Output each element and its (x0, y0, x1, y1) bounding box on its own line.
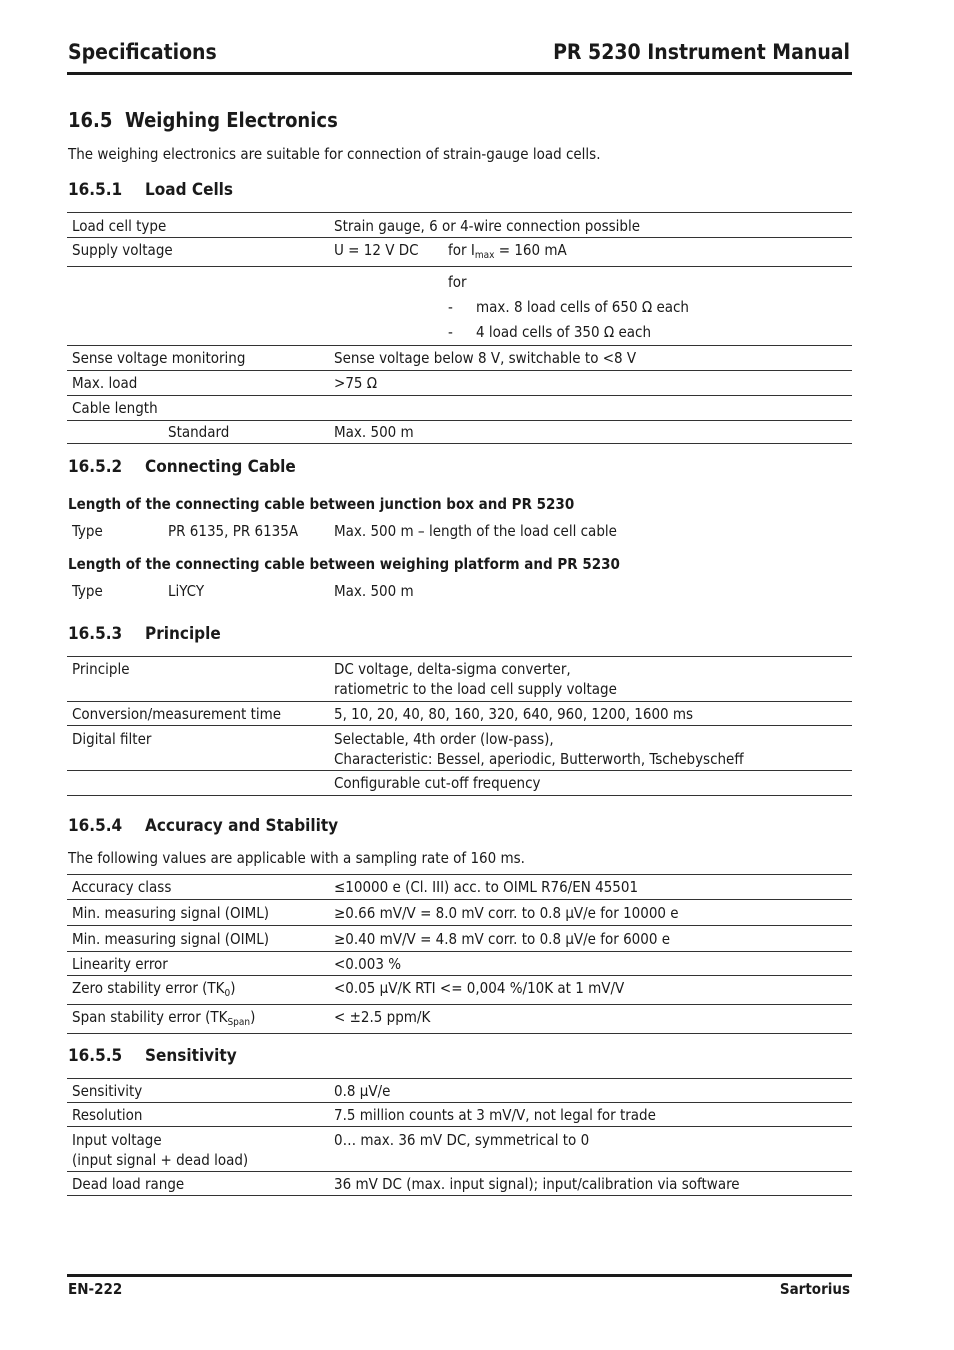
section-number: 16.5 (68, 108, 113, 132)
table-row (67, 346, 852, 371)
row-model: LiYCY (168, 582, 205, 600)
row-label-empty (67, 267, 329, 346)
principle-table (67, 656, 852, 796)
table-row (67, 926, 852, 952)
table-row (67, 1172, 852, 1196)
value-line: Selectable, 4th order (low-pass), (334, 730, 554, 748)
subsection-heading-load-cells (68, 180, 233, 200)
row-value: Sense voltage below 8 V, switchable to <8 V (329, 346, 852, 371)
section-intro: The weighing electronics are suitable for connection of strain-gauge load cells. (68, 145, 601, 163)
table-row (67, 521, 852, 541)
row-value (329, 657, 852, 702)
table-row (67, 976, 852, 1005)
subsection-number: 16.5.2 (68, 457, 123, 477)
label-text-end: ) (230, 979, 236, 997)
label-text: Zero stability error (TK (72, 979, 225, 997)
row-label: Accuracy class (67, 875, 329, 900)
row-label: Type (72, 582, 103, 600)
value-line: ratiometric to the load cell supply voltage (334, 680, 617, 698)
row-label: Linearity error (67, 952, 329, 976)
row-value: <0.05 µV/K RTI <= 0,004 %/10K at 1 mV/V (329, 976, 852, 1005)
value-line: DC voltage, delta-sigma converter, (334, 660, 571, 678)
row-label: Principle (67, 657, 329, 702)
label-subscript: Span (227, 1017, 251, 1028)
row-value: 7.5 million counts at 3 mV/V, not legal for trade (329, 1103, 852, 1127)
table-row (67, 213, 852, 238)
row-indent (67, 421, 163, 444)
table-row (67, 952, 852, 976)
row-label: Min. measuring signal (OIML) (67, 926, 329, 952)
cable-platform-table (67, 581, 852, 601)
table-row (67, 657, 852, 702)
list-item-text: max. 8 load cells of 650 Ω each (476, 298, 689, 316)
subsection-number: 16.5.4 (68, 816, 123, 836)
table-row (67, 267, 852, 346)
row-value: ≥0.66 mV/V = 8.0 mV corr. to 0.8 µV/e for 10000 e (329, 900, 852, 926)
section-heading (68, 108, 338, 132)
row-label: Min. measuring signal (OIML) (67, 900, 329, 926)
sensitivity-table (67, 1078, 852, 1196)
label-subscript: 0 (224, 988, 231, 999)
section-title: Weighing Electronics (124, 108, 338, 132)
row-condition-list (443, 267, 852, 346)
row-value: ≤10000 e (Cl. III) acc. to OIML R76/EN 45501 (329, 875, 852, 900)
table-row (67, 702, 852, 726)
subsection-title: Accuracy and Stability (145, 816, 339, 836)
row-label (67, 976, 329, 1005)
load-cells-table (67, 212, 852, 444)
row-value: 36 mV DC (max. input signal); input/calibration via software (329, 1172, 852, 1196)
row-value: < ±2.5 ppm/K (329, 1005, 852, 1034)
subsection-number: 16.5.1 (68, 180, 123, 200)
table-row (67, 1079, 852, 1103)
dash-bullet: - (448, 323, 453, 341)
label-line: (input signal + dead load) (72, 1151, 249, 1169)
row-value: <0.003 % (329, 952, 852, 976)
label-text: Span stability error (TK (72, 1008, 228, 1026)
list-item (448, 295, 852, 320)
subsection-title: Sensitivity (145, 1046, 237, 1066)
row-value: ≥0.40 mV/V = 4.8 mV corr. to 0.8 µV/e for 6000 e (329, 926, 852, 952)
table-row (67, 1127, 852, 1172)
row-label: Max. load (67, 371, 329, 396)
condition-text-end: = 160 mA (494, 241, 567, 259)
row-label (67, 1005, 329, 1034)
cable-junction-table (67, 521, 852, 541)
row-model: PR 6135, PR 6135A (168, 522, 299, 540)
row-label: Supply voltage (67, 238, 329, 267)
table-row (67, 371, 852, 396)
row-value (329, 726, 852, 771)
table-row (67, 771, 852, 796)
row-value: 5, 10, 20, 40, 80, 160, 320, 640, 960, 1200, 1600 ms (329, 702, 852, 726)
row-value: 0.8 µV/e (329, 1079, 852, 1103)
row-value: Max. 500 m – length of the load cell cable (334, 522, 617, 540)
row-value: Max. 500 m (329, 421, 852, 444)
page-number: EN-222 (68, 1280, 123, 1298)
row-value: Configurable cut-off frequency (329, 771, 852, 796)
row-label: Dead load range (67, 1172, 329, 1196)
row-label-empty (67, 771, 329, 796)
subsection-heading-accuracy (68, 816, 338, 836)
row-label: Digital filter (67, 726, 329, 771)
subsection-title: Connecting Cable (145, 457, 296, 477)
running-header-section: Specifications (68, 40, 217, 64)
row-value-empty (329, 267, 443, 346)
subsection-heading-principle (68, 624, 221, 644)
value-line: Characteristic: Bessel, aperiodic, Butterworth, Tschebyscheff (334, 750, 744, 768)
label-text-end: ) (250, 1008, 256, 1026)
row-value: 0… max. 36 mV DC, symmetrical to 0 (329, 1127, 852, 1172)
cable-subheading-platform: Length of the connecting cable between weighing platform and PR 5230 (68, 555, 620, 573)
row-label: Sensitivity (67, 1079, 329, 1103)
dash-bullet: - (448, 298, 453, 316)
row-value: U = 12 V DC (329, 238, 443, 267)
list-item (448, 320, 852, 345)
footer-brand: Sartorius (779, 1280, 850, 1298)
row-condition (443, 238, 852, 267)
condition-for: for (448, 273, 467, 291)
subsection-heading-connecting-cable (68, 457, 296, 477)
row-label: Sense voltage monitoring (67, 346, 329, 371)
row-label: Resolution (67, 1103, 329, 1127)
condition-text: for I (448, 241, 475, 259)
header-rule (67, 72, 852, 75)
row-label: Type (72, 522, 103, 540)
table-row (67, 726, 852, 771)
subsection-number: 16.5.3 (68, 624, 123, 644)
row-value: Strain gauge, 6 or 4-wire connection possible (329, 213, 852, 238)
table-row (67, 396, 852, 421)
row-label (67, 1127, 329, 1172)
row-label: Cable length (67, 396, 852, 421)
subsection-title: Principle (145, 624, 221, 644)
row-value: >75 Ω (329, 371, 852, 396)
table-row (67, 581, 852, 601)
table-row (67, 875, 852, 900)
footer-rule (67, 1274, 852, 1277)
table-row (67, 1005, 852, 1034)
table-row (67, 900, 852, 926)
table-row (67, 238, 852, 267)
list-item-text: 4 load cells of 350 Ω each (476, 323, 652, 341)
cable-subheading-junction: Length of the connecting cable between junction box and PR 5230 (68, 495, 575, 513)
row-value: Max. 500 m (334, 582, 414, 600)
running-header-title: PR 5230 Instrument Manual (553, 40, 850, 64)
row-label: Standard (163, 421, 329, 444)
table-row (67, 1103, 852, 1127)
subsection-title: Load Cells (145, 180, 234, 200)
label-line: Input voltage (72, 1131, 162, 1149)
accuracy-intro: The following values are applicable with a sampling rate of 160 ms. (68, 849, 525, 867)
table-row (67, 421, 852, 444)
subsection-heading-sensitivity (68, 1046, 237, 1066)
subsection-number: 16.5.5 (68, 1046, 123, 1066)
accuracy-table (67, 874, 852, 1034)
row-label: Conversion/measurement time (67, 702, 329, 726)
row-label: Load cell type (67, 213, 329, 238)
condition-subscript: max (474, 250, 495, 261)
